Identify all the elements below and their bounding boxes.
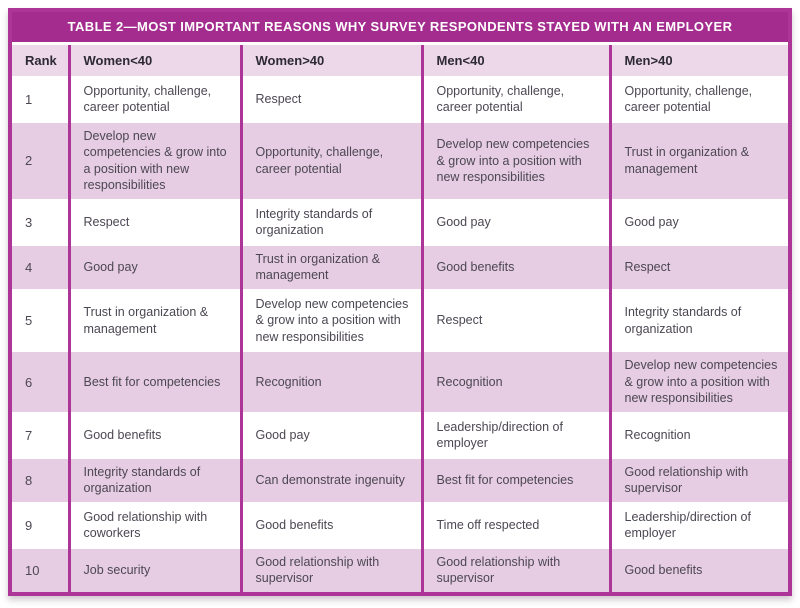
rank-cell: 1 [12, 77, 69, 122]
reason-cell: Recognition [610, 413, 788, 458]
rank-cell: 3 [12, 200, 69, 245]
table-row [12, 77, 788, 122]
reason-cell: Trust in organization & management [241, 245, 422, 290]
table-row [12, 413, 788, 458]
reason-cell: Develop new competencies & grow into a position with new responsibilities [241, 290, 422, 352]
reason-cell: Develop new competencies & grow into a position with new responsibilities [69, 122, 241, 200]
survey-table [8, 8, 792, 596]
col-header-rank: Rank [12, 45, 69, 77]
rank-cell: 10 [12, 548, 69, 592]
reason-cell: Opportunity, challenge, career potential [69, 77, 241, 122]
table-row [12, 548, 788, 592]
reason-cell: Time off respected [422, 503, 610, 548]
table-row [12, 122, 788, 200]
col-header-women-over-40: Women>40 [241, 45, 422, 77]
reason-cell: Trust in organization & management [69, 290, 241, 352]
rank-cell: 9 [12, 503, 69, 548]
col-header-women-under-40: Women<40 [69, 45, 241, 77]
reason-cell: Good pay [241, 413, 422, 458]
table-row [12, 290, 788, 352]
reason-cell: Respect [610, 245, 788, 290]
reason-cell: Integrity standards of organization [69, 458, 241, 503]
reason-cell: Job security [69, 548, 241, 592]
reason-cell: Good benefits [241, 503, 422, 548]
reason-cell: Leadership/direction of employer [610, 503, 788, 548]
reason-cell: Respect [241, 77, 422, 122]
rank-cell: 2 [12, 122, 69, 200]
reason-cell: Can demonstrate ingenuity [241, 458, 422, 503]
reason-cell: Develop new competencies & grow into a position with new responsibilities [610, 351, 788, 413]
reason-cell: Best fit for competencies [422, 458, 610, 503]
table-title: TABLE 2—MOST IMPORTANT REASONS WHY SURVEY RESPONDENTS STAYED WITH AN EMPLOYER [67, 19, 733, 34]
reason-cell: Good pay [422, 200, 610, 245]
table-row [12, 458, 788, 503]
reason-cell: Develop new competencies & grow into a position with new responsibilities [422, 122, 610, 200]
reason-cell: Opportunity, challenge, career potential [422, 77, 610, 122]
reason-cell: Recognition [422, 351, 610, 413]
col-header-men-over-40: Men>40 [610, 45, 788, 77]
reason-cell: Good relationship with supervisor [422, 548, 610, 592]
reason-cell: Good relationship with supervisor [241, 548, 422, 592]
reason-cell: Recognition [241, 351, 422, 413]
reason-cell: Good benefits [69, 413, 241, 458]
reason-cell: Best fit for competencies [69, 351, 241, 413]
header-row [12, 45, 788, 77]
reasons-table [12, 45, 788, 592]
table-body [12, 77, 788, 592]
col-header-men-under-40: Men<40 [422, 45, 610, 77]
reason-cell: Good relationship with supervisor [610, 458, 788, 503]
reason-cell: Good pay [69, 245, 241, 290]
reason-cell: Respect [422, 290, 610, 352]
table-row [12, 200, 788, 245]
rank-cell: 7 [12, 413, 69, 458]
reason-cell: Good benefits [422, 245, 610, 290]
reason-cell: Good pay [610, 200, 788, 245]
reason-cell: Integrity standards of organization [610, 290, 788, 352]
reason-cell: Integrity standards of organization [241, 200, 422, 245]
reason-cell: Respect [69, 200, 241, 245]
table-row [12, 351, 788, 413]
rank-cell: 8 [12, 458, 69, 503]
reason-cell: Good benefits [610, 548, 788, 592]
rank-cell: 6 [12, 351, 69, 413]
table-row [12, 245, 788, 290]
reason-cell: Opportunity, challenge, career potential [610, 77, 788, 122]
reason-cell: Good relationship with coworkers [69, 503, 241, 548]
reason-cell: Trust in organization & management [610, 122, 788, 200]
rank-cell: 4 [12, 245, 69, 290]
table-title-bar [12, 12, 788, 45]
reason-cell: Leadership/direction of employer [422, 413, 610, 458]
reason-cell: Opportunity, challenge, career potential [241, 122, 422, 200]
table-row [12, 503, 788, 548]
rank-cell: 5 [12, 290, 69, 352]
